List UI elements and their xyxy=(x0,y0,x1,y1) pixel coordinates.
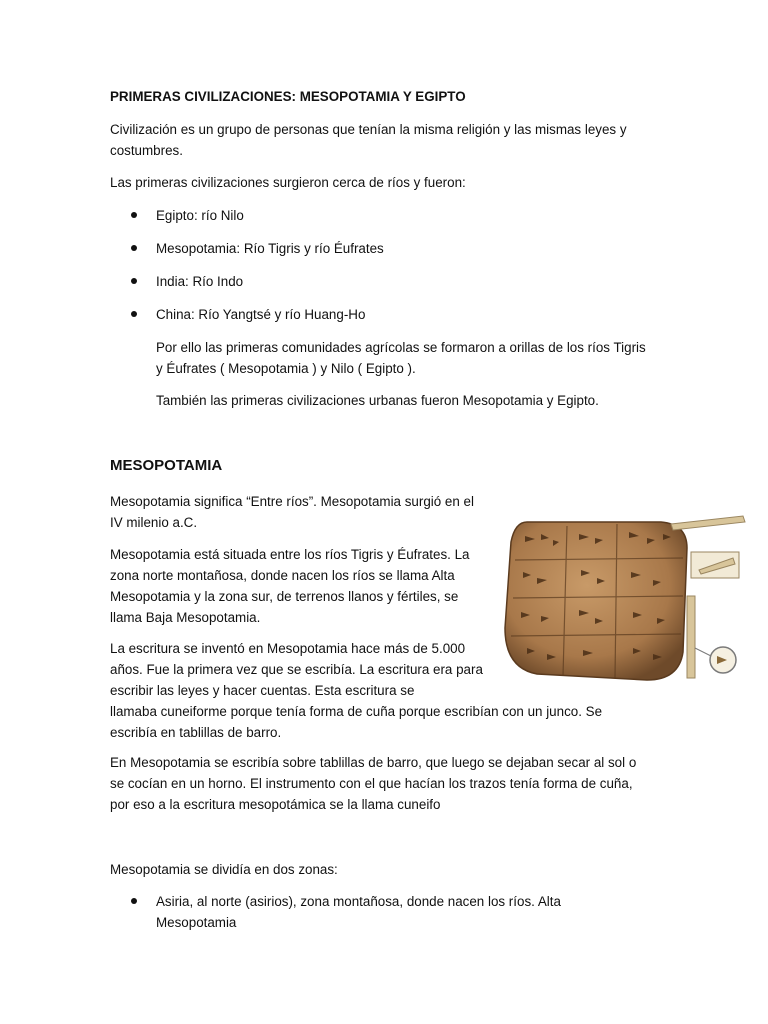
paragraph-first-civilizations: Las primeras civilizaciones surgieron cerca de ríos y fueron: xyxy=(110,175,466,190)
bullet-icon xyxy=(131,212,137,218)
list-item-text: Mesopotamia: Río Tigris y río Éufrates xyxy=(156,241,384,256)
paragraph-urban-civilizations: También las primeras civilizaciones urbanas fueron Mesopotamia y Egipto. xyxy=(156,393,599,408)
paragraph-location: Mesopotamia está situada entre los ríos Tigris y Éufrates. La zona norte montañosa, donde nacen los ríos se llama Alta Mesopotamia y la zona sur, de terrenos llanos y fértiles, se llama Baja Mesopotamia. xyxy=(110,547,470,625)
paragraph-agricultural-communities: Por ello las primeras comunidades agrícolas se formaron a orillas de los ríos Tigris y Éufrates ( Mesopotamia ) y Nilo ( Egipto ). xyxy=(156,340,646,376)
section-heading: MESOPOTAMIA xyxy=(110,457,223,474)
paragraph-clay-tablets: En Mesopotamia se escribía sobre tablillas de barro, que luego se dejaban secar al sol o se cocían en un horno. El instrumento con el que hacían los trazos tenía forma de cuña, por eso a la escritura mesopotámica se la llama cuneifo xyxy=(110,755,637,812)
cuneiform-tablet-image xyxy=(497,508,749,690)
document-title: PRIMERAS CIVILIZACIONES: MESOPOTAMIA Y EGIPTO xyxy=(110,89,466,104)
paragraph-definition: Civilización es un grupo de personas que tenían la misma religión y las mismas leyes y costumbres. xyxy=(110,122,627,158)
cuneiform-tablet-illustration xyxy=(497,508,749,690)
list-item-text: China: Río Yangtsé y río Huang-Ho xyxy=(156,307,366,322)
bullet-icon xyxy=(131,311,137,317)
paragraph-meaning: Mesopotamia significa “Entre ríos”. Mesopotamia surgió en el IV milenio a.C. xyxy=(110,494,474,530)
paragraph-writing-part1: La escritura se inventó en Mesopotamia hace más de 5.000 años. Fue la primera vez que se escribía. La escritura era para escribir las leyes y hacer cuentas. Esta escritura se xyxy=(110,641,483,698)
bullet-icon xyxy=(131,278,137,284)
bullet-icon xyxy=(131,898,137,904)
paragraph-zones: Mesopotamia se dividía en dos zonas: xyxy=(110,862,338,877)
paragraph-writing-part2: llamaba cuneiforme porque tenía forma de cuña porque escribían con un junco. Se escribía en tablillas de barro. xyxy=(110,704,603,740)
list-item-text: Asiria, al norte (asirios), zona montañosa, donde nacen los ríos. Alta Mesopotamia xyxy=(156,894,561,930)
bullet-icon xyxy=(131,245,137,251)
list-item-text: Egipto: río Nilo xyxy=(156,208,244,223)
list-item-text: India: Río Indo xyxy=(156,274,244,289)
